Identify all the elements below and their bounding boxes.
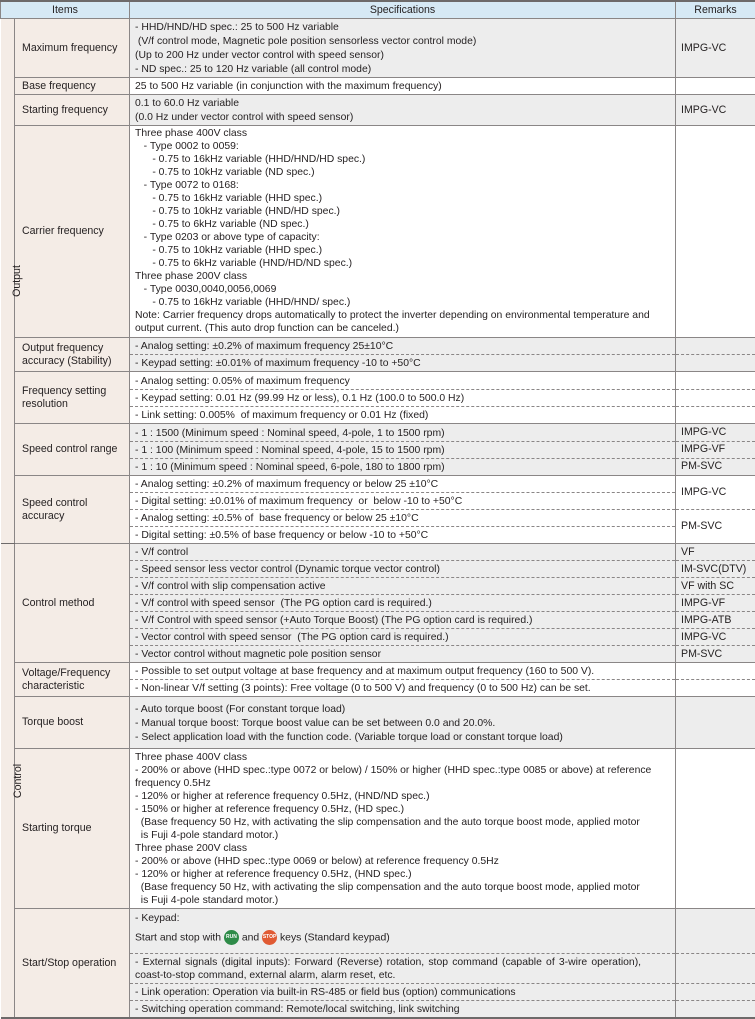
remark-control-method: VF IM-SVC(DTV) VF with SC IMPG-VF IMPG-ATB IMPG-VC PM-SVC: [676, 544, 755, 663]
spec-torque-boost: - Auto torque boost (For constant torque load) - Manual torque boost: Torque boost value can be set between 0.0 and 20.0%. - Select application load with the function code. (Variable torque load or constant torque load): [130, 697, 676, 749]
group-output: Output: [1, 19, 15, 544]
header-items: Items: [1, 1, 130, 19]
remark-torque-boost: [676, 697, 755, 749]
item-starting-frequency: Starting frequency: [15, 95, 130, 126]
table-row: [1, 909, 755, 1019]
keypad-description: Start and stop with RUN and STOP keys (Standard keypad): [130, 926, 675, 946]
item-base-frequency: Base frequency: [15, 78, 130, 95]
table-row: [1, 697, 755, 749]
spec-starting-torque: Three phase 400V class - 200% or above (HHD spec.:type 0072 or below) / 150% or higher (HHD spec.:type 0085 or above) at reference frequency 0.5Hz - 120% or higher at reference frequency 0.5Hz, (HND/ND spec.) - 150% or higher at reference frequency 0.5Hz, (HD spec.) (Base frequency 50 Hz, with activating the slip compensation and the auto torque boost mode, applied motor is Fuji 4-pole standard motor.) Three phase 200V class - 200% or above (HHD spec.:type 0069 or below) at reference frequency 0.5Hz - 120% or higher at reference frequency 0.5Hz, (HND spec.) (Base frequency 50 Hz, with activating the slip compensation and the auto torque boost mode, applied motor is Fuji 4-pole standard motor.): [130, 749, 676, 909]
remark-maximum-frequency: IMPG-VC: [676, 19, 755, 78]
table-row: [1, 19, 755, 78]
table-row: [1, 78, 755, 95]
item-carrier-frequency: Carrier frequency: [15, 126, 130, 338]
table-row: [1, 338, 755, 372]
remark-speed-control-accuracy: IMPG-VC PM-SVC: [676, 476, 755, 544]
remark-output-frequency-accuracy: [676, 338, 755, 372]
spec-control-method: - V/f control - Speed sensor less vector control (Dynamic torque vector control) - V/f control with slip compensation active - V/f control with speed sensor (The PG option card is required.) - V/f Control with speed sensor (+Auto Torque Boost) (The PG option card is required.) - Vector control with speed sensor (The PG option card is required.) - Vector control without magnetic pole position sensor: [130, 544, 676, 663]
spec-speed-control-accuracy: - Analog setting: ±0.2% of maximum frequency or below 25 ±10°C - Digital setting: ±0.01% of maximum frequency or below -10 to +50°C - Analog setting: ±0.5% of base frequency or below 25 ±10°C - Digital setting: ±0.5% of base frequency or below -10 to +50°C: [130, 476, 676, 544]
remark-start-stop-operation: [676, 909, 755, 1019]
item-start-stop-operation: Start/Stop operation: [15, 909, 130, 1019]
stop-key-icon: STOP: [262, 930, 277, 945]
spec-output-frequency-accuracy: - Analog setting: ±0.2% of maximum frequency 25±10°C - Keypad setting: ±0.01% of maximum frequency -10 to +50°C: [130, 338, 676, 372]
header-remarks: Remarks: [676, 1, 755, 19]
item-speed-control-accuracy: Speed control accuracy: [15, 476, 130, 544]
remark-carrier-frequency: [676, 126, 755, 338]
spec-starting-frequency: 0.1 to 60.0 Hz variable (0.0 Hz under vector control with speed sensor): [130, 95, 676, 126]
table-row: [1, 95, 755, 126]
table-row: [1, 424, 755, 476]
remark-speed-control-range: IMPG-VC IMPG-VF PM-SVC: [676, 424, 755, 476]
table-row: [1, 663, 755, 697]
spec-voltage-frequency-characteristic: - Possible to set output voltage at base frequency and at maximum output frequency (160 to 500 V). - Non-linear V/f setting (3 points): Free voltage (0 to 500 V) and frequency (0 to 500 Hz) can be set.: [130, 663, 676, 697]
table-row: [1, 372, 755, 424]
item-voltage-frequency-characteristic: Voltage/Frequency characteristic: [15, 663, 130, 697]
item-torque-boost: Torque boost: [15, 697, 130, 749]
item-output-frequency-accuracy: Output frequency accuracy (Stability): [15, 338, 130, 372]
remark-voltage-frequency-characteristic: [676, 663, 755, 697]
item-maximum-frequency: Maximum frequency: [15, 19, 130, 78]
item-control-method: Control method: [15, 544, 130, 663]
remark-starting-torque: [676, 749, 755, 909]
item-frequency-setting-resolution: Frequency setting resolution: [15, 372, 130, 424]
run-key-icon: RUN: [224, 930, 239, 945]
spec-carrier-frequency: Three phase 400V class - Type 0002 to 0059: - 0.75 to 16kHz variable (HHD/HND/HD spec.) - 0.75 to 10kHz variable (ND spec.) - Type 0072 to 0168: - 0.75 to 16kHz variable (HHD spec.) - 0.75 to 10kHz variable (HND/HD spec.) - 0.75 to 6kHz variable (ND spec.) - Type 0203 or above type of capacity: - 0.75 to 10kHz variable (HHD spec.) - 0.75 to 6kHz variable (HND/HD/ND spec.) Three phase 200V class - Type 0030,0040,0056,0069 - 0.75 to 16kHz variable (HHD/HND/ spec.) Note: Carrier frequency drops automatically to protect the inverter depending on environmental temperature and output current. (This auto drop function can be canceled.): [130, 126, 676, 338]
group-control: Control: [1, 544, 15, 1019]
spec-maximum-frequency: - HHD/HND/HD spec.: 25 to 500 Hz variable (V/f control mode, Magnetic pole position sensorless vector control mode) (Up to 200 Hz under vector control with speed sensor) - ND spec.: 25 to 120 Hz variable (all control mode): [130, 19, 676, 78]
spec-base-frequency: 25 to 500 Hz variable (in conjunction with the maximum frequency): [130, 78, 676, 95]
spec-start-stop-operation: - Keypad: Start and stop with RUN and STOP keys (Standard keypad) - External signals (digital inputs): Forward (Reverse) rotation, stop command (capable of 3-wire operation), coast-to-stop command, external alarm, alarm reset, etc. - Link operation: Operation via built-in RS-485 or field bus (option) communications - Switching operation command: Remote/local switching, link switching: [130, 909, 676, 1019]
spec-speed-control-range: - 1 : 1500 (Minimum speed : Nominal speed, 4-pole, 1 to 1500 rpm) - 1 : 100 (Minimum speed : Nominal speed, 4-pole, 15 to 1500 rpm) - 1 : 10 (Minimum speed : Nominal speed, 6-pole, 180 to 1800 rpm): [130, 424, 676, 476]
table-row: [1, 126, 755, 338]
table-row: [1, 544, 755, 663]
remark-base-frequency: [676, 78, 755, 95]
table-row: [1, 749, 755, 909]
spec-frequency-setting-resolution: - Analog setting: 0.05% of maximum frequency - Keypad setting: 0.01 Hz (99.99 Hz or less), 0.1 Hz (100.0 to 500.0 Hz) - Link setting: 0.005% of maximum frequency or 0.01 Hz (fixed): [130, 372, 676, 424]
table-row: [1, 476, 755, 544]
remark-frequency-setting-resolution: [676, 372, 755, 424]
remark-starting-frequency: IMPG-VC: [676, 95, 755, 126]
external-signals: - External signals (digital inputs): Forward (Reverse) rotation, stop command (capable of 3-wire operation), coast-to-stop command, external alarm, alarm reset, etc.: [130, 953, 675, 983]
item-starting-torque: Starting torque: [15, 749, 130, 909]
header-specifications: Specifications: [130, 1, 676, 19]
item-speed-control-range: Speed control range: [15, 424, 130, 476]
keypad-block: - Keypad: Start and stop with RUN and STOP keys (Standard keypad): [130, 909, 675, 953]
table-header-row: [1, 1, 755, 19]
